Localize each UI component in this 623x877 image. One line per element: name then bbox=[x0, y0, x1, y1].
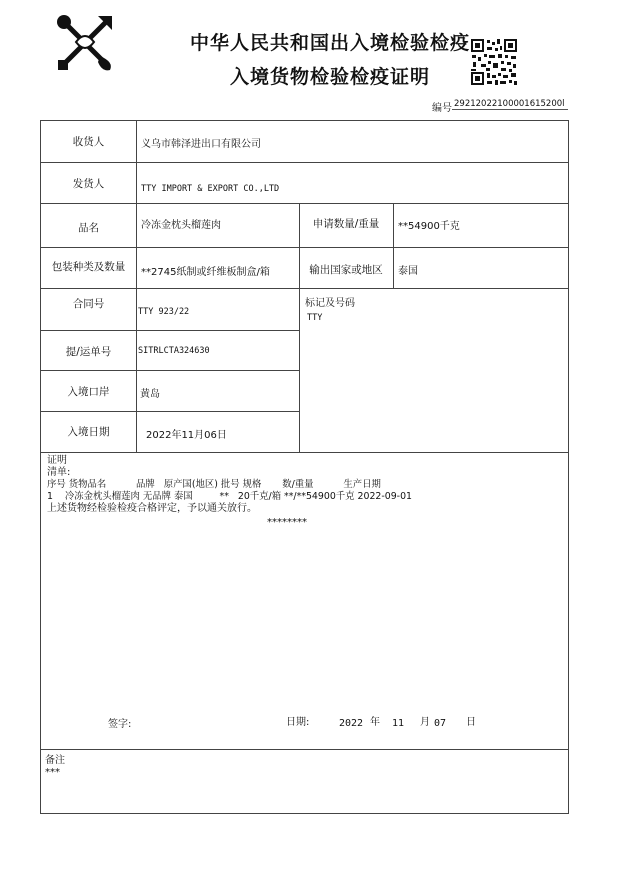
remarks-label: 备注 bbox=[45, 755, 65, 766]
quantity-label: 申请数量/重量 bbox=[312, 218, 380, 230]
serial-number-value: 29212022100001615200l bbox=[452, 99, 568, 110]
sign-date-day-unit: 日 bbox=[466, 717, 476, 728]
remarks-value: *** bbox=[45, 767, 60, 778]
goods-name-label: 品名 bbox=[78, 222, 99, 234]
entry-date-label: 入境日期 bbox=[67, 426, 110, 438]
document-title-line2: 入境货物检验检疫证明 bbox=[229, 66, 430, 88]
quantity-value: **54900千克 bbox=[398, 221, 460, 232]
certificate-form bbox=[40, 120, 569, 814]
consignor-label: 发货人 bbox=[72, 178, 105, 190]
certification-statement: 上述货物经检验检疫合格评定，予以通关放行。 bbox=[47, 503, 257, 514]
origin-country-label: 输出国家或地区 bbox=[309, 264, 383, 276]
entry-port-label: 入境口岸 bbox=[67, 386, 110, 398]
bill-of-lading-value: SITRLCTA324630 bbox=[138, 346, 210, 356]
goods-name-value: 冷冻金枕头榴莲肉 bbox=[141, 220, 221, 231]
certification-stars: ******** bbox=[267, 517, 307, 528]
sign-date-year: 2022 bbox=[339, 718, 364, 729]
cargo-table-header: 序号 货物品名 品牌 原产国(地区) 批号 规格 数/重量 生产日期 bbox=[47, 479, 381, 490]
signature-label: 签字: bbox=[108, 719, 132, 730]
serial-number-label: 编号 bbox=[432, 103, 452, 114]
certification-heading: 证明 bbox=[47, 455, 67, 466]
sign-date-month: 11 bbox=[392, 718, 405, 729]
contract-number-value: TTY 923/22 bbox=[138, 307, 190, 317]
origin-country-value: 泰国 bbox=[398, 266, 418, 277]
qr-code-icon bbox=[470, 38, 518, 86]
consignee-label: 收货人 bbox=[72, 136, 105, 148]
sign-date-month-unit: 月 bbox=[420, 717, 430, 728]
entry-date-value: 2022年11月06日 bbox=[146, 430, 227, 441]
sign-date-day: 07 bbox=[434, 718, 447, 729]
inspection-emblem-icon bbox=[54, 12, 116, 74]
packaging-value: **2745纸制或纤维板制盒/箱 bbox=[141, 267, 270, 278]
entry-port-value: 黄岛 bbox=[140, 389, 160, 400]
packaging-label: 包装种类及数量 bbox=[51, 261, 126, 273]
cargo-table-row: 1 冷冻金枕头榴莲肉 无品牌 泰国 ** 20千克/箱 **/**54900千克 2022-09-01 bbox=[47, 491, 412, 502]
contract-number-label: 合同号 bbox=[72, 298, 105, 310]
marks-label: 标记及号码 bbox=[305, 298, 355, 309]
document-title-line1: 中华人民共和国出入境检验检疫 bbox=[189, 32, 470, 54]
marks-value: TTY bbox=[307, 313, 323, 323]
sign-date-label: 日期: bbox=[286, 717, 310, 728]
serial-number bbox=[432, 99, 565, 114]
consignee-value: 义乌市韩泽进出口有限公司 bbox=[141, 139, 261, 150]
bill-of-lading-label: 提/运单号 bbox=[65, 346, 112, 358]
sign-date-year-unit: 年 bbox=[370, 717, 380, 728]
cargo-list-label: 清单: bbox=[47, 467, 71, 478]
consignor-value: TTY IMPORT & EXPORT CO.,LTD bbox=[141, 184, 280, 194]
